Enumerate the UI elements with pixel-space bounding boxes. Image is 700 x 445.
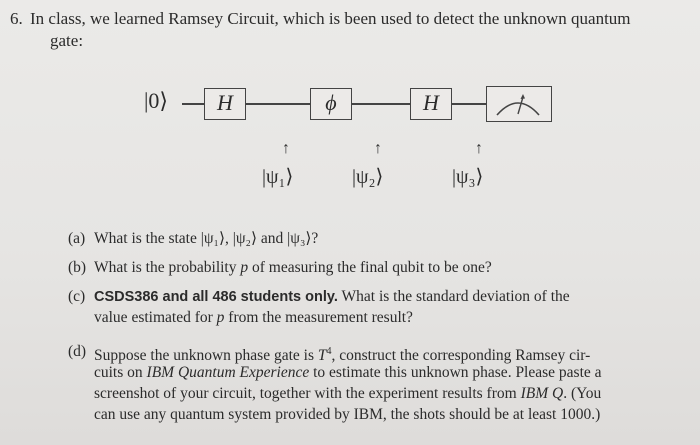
arrow-icon-2: ↑ (374, 140, 382, 157)
qubit-wire-segment-1 (182, 103, 204, 105)
part-d-line3: screenshot of your circuit, together with the experiment results from IBM Q. (You (94, 385, 602, 402)
phase-gate (310, 88, 352, 120)
question-text-line2: gate: (50, 31, 84, 50)
state-psi2-label: |ψ₂⟩ (352, 166, 384, 188)
part-d-line2: cuits on IBM Quantum Experience to estimate this unknown phase. Please paste a (94, 364, 602, 381)
part-d-line4: can use any quantum system provided by IBM, the shots should be at least 1000.) (94, 406, 601, 423)
hadamard-gate-2-label: H (423, 90, 439, 115)
part-d-label: (d) (68, 343, 87, 360)
hadamard-gate-1-label: H (217, 90, 233, 115)
question-number: 6. (10, 9, 23, 28)
qubit-wire-segment-3 (352, 103, 410, 105)
part-c-line2: value estimated for p from the measurement result? (94, 309, 413, 326)
part-a-label: (a) (68, 230, 86, 247)
part-c-bold-note: CSDS386 and all 486 students only. (94, 289, 338, 305)
qubit-wire-segment-2 (246, 103, 310, 105)
hadamard-gate-2 (410, 88, 452, 120)
question-text-line1: In class, we learned Ramsey Circuit, which is been used to detect the unknown quantum (30, 9, 631, 28)
measurement-meter (486, 86, 552, 122)
state-psi1-label: |ψ₁⟩ (262, 166, 294, 188)
phase-gate-label: ϕ (325, 90, 337, 115)
qubit-wire-segment-4 (452, 103, 486, 105)
part-b-text: What is the probability p of measuring the final qubit to be one? (94, 259, 492, 276)
part-c-label: (c) (68, 288, 86, 305)
hadamard-gate-1 (204, 88, 246, 120)
arrow-icon-1: ↑ (282, 140, 290, 157)
input-state-label: |0⟩ (144, 88, 168, 113)
arrow-icon-3: ↑ (475, 140, 483, 157)
meter-icon (487, 87, 549, 119)
part-b-label: (b) (68, 259, 87, 276)
part-d-line1: Suppose the unknown phase gate is $T^4$, construct the corresponding Ramsey cir- (94, 346, 591, 365)
part-a-text: What is the state |ψ₁⟩, |ψ₂⟩ and |ψ₃⟩? (94, 230, 319, 247)
part-c-line1: CSDS386 and all 486 students only. What is the standard deviation of the (94, 288, 570, 305)
state-psi3-label: |ψ₃⟩ (452, 166, 484, 188)
ramsey-circuit-diagram (130, 78, 570, 198)
